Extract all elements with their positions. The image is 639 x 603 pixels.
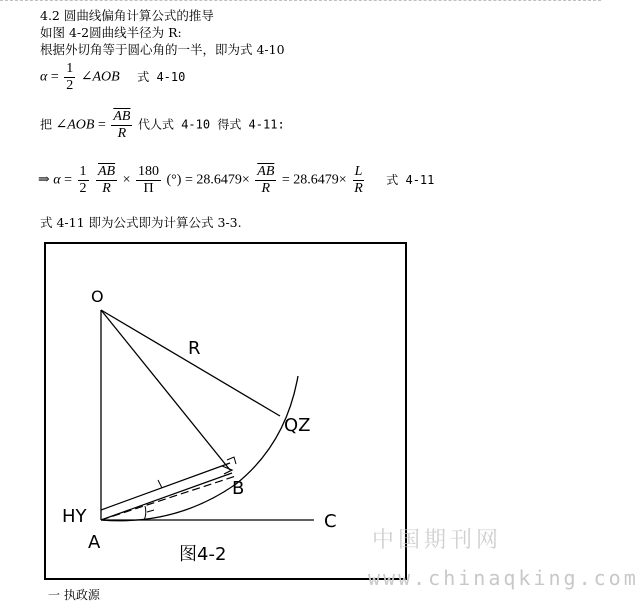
- equation-4-10: [40, 61, 185, 94]
- fraction-denominator: 2: [79, 181, 87, 196]
- fraction-denominator: R: [102, 181, 111, 196]
- watermark-chinese: 中国期刊网: [372, 528, 503, 553]
- angle-tick: [147, 510, 154, 512]
- fraction-numerator: 1: [66, 61, 74, 76]
- degree-unit: (°): [166, 172, 182, 188]
- equation-tag: 式 4-10: [137, 69, 186, 84]
- conclusion-line: 式 4-11 即为公式即为计算公式 3-3.: [40, 215, 242, 230]
- equation-tag: 式 4-11: [386, 172, 435, 187]
- section-heading: 4.2 圆曲线偏角计算公式的推导: [40, 8, 214, 23]
- angle-aob: ∠AOB: [55, 117, 95, 133]
- fraction-numerator: $\overline{AB}$: [113, 109, 131, 124]
- label-a: A: [88, 532, 101, 553]
- line-oqz: [101, 310, 280, 416]
- substitution-line: [40, 109, 285, 142]
- fraction-denominator: Π: [143, 181, 154, 196]
- times-sign: ×: [122, 172, 131, 188]
- fraction-180-over-pi: [136, 164, 161, 197]
- fraction-denominator: R: [354, 181, 363, 196]
- chord-lower: [101, 473, 232, 520]
- substitution-prefix: 把: [40, 117, 53, 132]
- figure-4-2: [44, 242, 407, 580]
- tick-mark: [158, 480, 162, 488]
- chord-dashed: [101, 476, 236, 520]
- fraction-denominator: 2: [66, 78, 74, 93]
- fraction-ab-over-r: [111, 109, 132, 142]
- angle-arc: [144, 506, 146, 520]
- figure-caption: 图4-2: [179, 544, 227, 565]
- label-hy: HY: [62, 506, 87, 527]
- chord-upper: [101, 463, 230, 510]
- angle-aob: ∠AOB: [80, 69, 120, 85]
- fraction-denominator: R: [117, 126, 127, 141]
- curve-diagram: [46, 244, 405, 578]
- equals-sign: =: [50, 69, 59, 85]
- label-c: C: [324, 511, 337, 532]
- fraction-numerator: L: [354, 164, 363, 179]
- fraction-ab-over-r: [255, 164, 276, 197]
- coefficient: 28.6479×: [293, 172, 347, 188]
- label-b: B: [232, 478, 245, 499]
- fraction-ab-over-r: [96, 164, 117, 197]
- fraction-half: [78, 164, 89, 197]
- equals-sign: =: [64, 172, 72, 188]
- fraction-half: [64, 61, 75, 94]
- reason-line: 根据外切角等于圆心角的一半，即为式 4-10: [40, 42, 285, 57]
- intro-line: 如图 4-2圆曲线半径为 R:: [40, 25, 182, 40]
- fraction-numerator: 1: [79, 164, 87, 179]
- watermark-url: www.chinaqking.com: [368, 566, 639, 590]
- label-qz: QZ: [284, 415, 311, 436]
- fraction-denominator: R: [261, 181, 271, 196]
- substitution-suffix: 代人式 4-10 得式 4-11:: [137, 117, 285, 132]
- alpha-symbol: α: [40, 69, 48, 85]
- right-angle-mark: [227, 457, 236, 464]
- coefficient: 28.6479×: [196, 172, 250, 188]
- fraction-numerator: $\overline{AB}$: [98, 164, 116, 179]
- fraction-l-over-r: [352, 164, 365, 197]
- label-r: R: [188, 338, 201, 359]
- line-ob: [101, 310, 230, 470]
- label-o: O: [91, 287, 104, 306]
- alpha-symbol: α: [53, 172, 61, 188]
- fraction-numerator: 180: [138, 164, 160, 179]
- equals-sign: =: [184, 172, 193, 188]
- implies-arrow: ⇒: [38, 172, 50, 188]
- fraction-numerator: $\overline{AB}$: [257, 164, 275, 179]
- equals-sign: =: [281, 172, 290, 188]
- page-top-edge: [0, 0, 601, 1]
- equals-sign: =: [97, 117, 106, 133]
- equation-4-11: [38, 164, 434, 197]
- footer-cut-text: 一 执政源: [48, 588, 100, 602]
